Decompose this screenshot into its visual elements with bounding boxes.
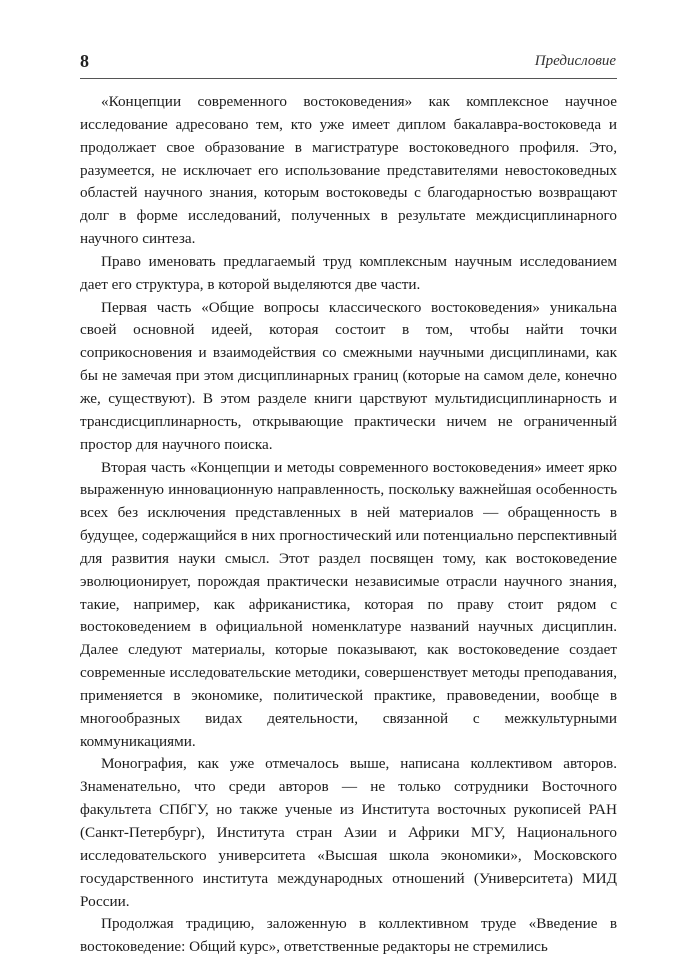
- paragraph: Право именовать предлагаемый труд комплексным научным исследованием дает его структура, в которой выделяются две части.: [80, 252, 617, 293]
- section-title: Предисловие: [534, 53, 616, 69]
- page-number: 8: [80, 51, 89, 71]
- paragraph: Продолжая традицию, заложенную в коллективном труде «Введение в востоковедение: Общий курс», ответственные редакторы не стремились: [80, 915, 617, 956]
- body-text: [80, 91, 617, 959]
- paragraph: Монография, как уже отмечалось выше, написана коллективом авторов. Знаменательно, что среди авторов — не только сотрудники Восточного факультета СПбГУ, но также ученые из Института восточных рукописей РАН (Санкт-Петербург), Института стран Азии и Африки МГУ, Национального исследовательского университета «Высшая школа экономики», Московского государственного института международных отношений (Университета) МИД России.: [80, 755, 617, 910]
- header-rule: [80, 78, 617, 79]
- paragraph: «Концепции современного востоковедения» как комплексное научное исследование адресовано тем, кто уже имеет диплом бакалавра-востоковеда и продолжает свое образование в магистратуре востоковедного профиля. Это, разумеется, не исключает его использование представителями невостоковедных областей научного знания, которым востоковеды с благодарностью возвращают долг в форме исследований, полученных в результате междисциплинарного научного синтеза.: [80, 93, 617, 248]
- paragraph: Вторая часть «Концепции и методы современного востоковедения» имеет ярко выраженную инновационную направленность, поскольку важнейшая особенность всех без исключения представленных в ней материалов — обращенность в будущее, содержащийся в них прогностический или потенциально перспективный для развития науки смысл. Этот раздел посвящен тому, как востоковедение эволюционирует, порождая практически независимые отрасли научного знания, такие, например, как африканистика, которая по праву стоит рядом с востоковедением в официальной номенклатуре названий научных дисциплин. Далее следуют материалы, которые показывают, как востоковедение создает современные исследовательские методики, совершенствует методы преподавания, применяется в экономике, политической практике, правоведении, вообще в многообразных видах деятельности, связанной с межкультурными коммуникациями.: [80, 458, 617, 750]
- running-head: [80, 51, 616, 77]
- paragraph: Первая часть «Общие вопросы классического востоковедения» уникальна своей основной идеей, которая состоит в том, чтобы найти точки соприкосновения и взаимодействия со смежными научными дисциплинами, как бы не замечая при этом дисциплинарных границ (которые на самом деле, конечно же, существуют). В этом разделе книги царствуют мультидисциплинарность и трансдисциплинарность, открывающие практически ничем не ограниченный простор для научного поиска.: [80, 298, 617, 453]
